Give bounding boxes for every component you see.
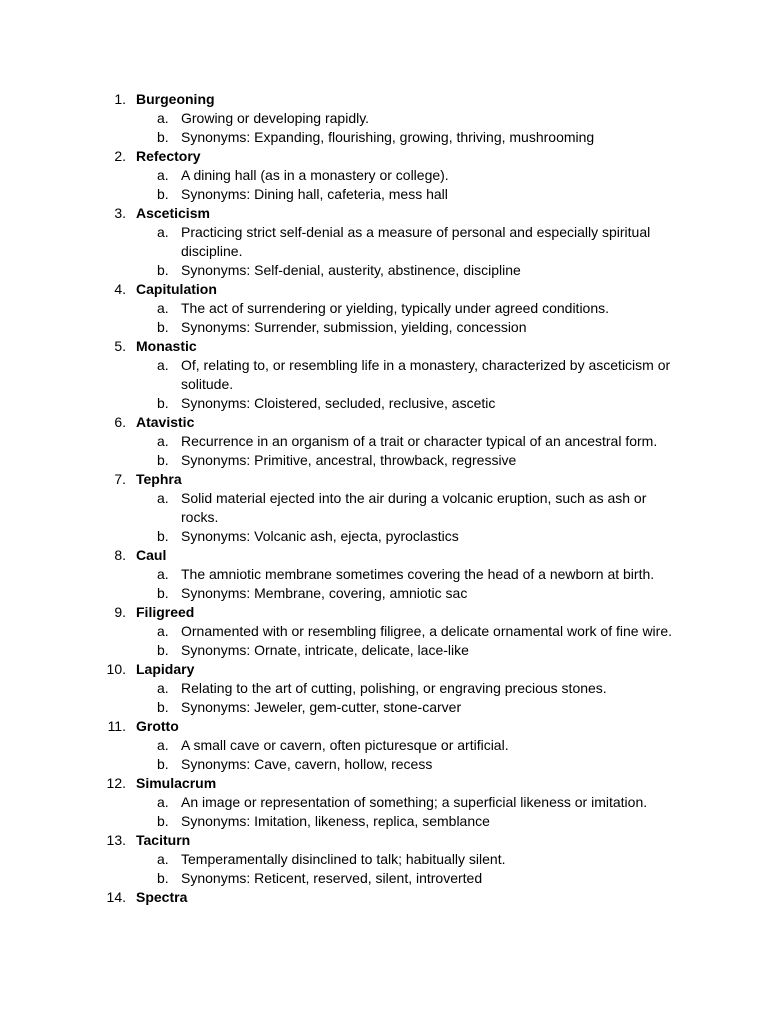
term-line <box>0 470 768 489</box>
sub-item-letter: a. <box>157 737 169 753</box>
synonyms-text: Synonyms: Dining hall, cafeteria, mess hall <box>181 186 448 202</box>
term-heading: Tephra <box>136 471 182 487</box>
sub-item <box>0 185 768 204</box>
term-heading: Caul <box>136 547 167 563</box>
definition-text: Solid material ejected into the air during a volcanic eruption, such as ash or rocks. <box>181 490 647 525</box>
sub-item <box>0 527 768 546</box>
term-heading: Simulacrum <box>136 775 217 791</box>
sub-item-letter: b. <box>157 699 169 715</box>
term-heading: Lapidary <box>136 661 195 677</box>
entry-number: 8. <box>114 547 126 563</box>
entry-number: 5. <box>114 338 126 354</box>
sub-item-letter: a. <box>157 680 169 696</box>
sub-item <box>0 299 768 318</box>
term-line <box>0 337 768 356</box>
sub-item-letter: b. <box>157 756 169 772</box>
definition-text: An image or representation of something; a superficial likeness or imitation. <box>181 794 648 810</box>
entry-number: 6. <box>114 414 126 430</box>
sub-item-letter: b. <box>157 813 169 829</box>
list-item <box>0 888 768 907</box>
sub-item <box>0 128 768 147</box>
term-line <box>0 546 768 565</box>
sub-item-letter: b. <box>157 642 169 658</box>
sub-item <box>0 812 768 831</box>
sub-item <box>0 736 768 755</box>
sub-item <box>0 356 768 394</box>
sub-item-letter: b. <box>157 585 169 601</box>
sub-item <box>0 318 768 337</box>
sub-item-letter: b. <box>157 319 169 335</box>
sub-item-letter: a. <box>157 566 169 582</box>
sub-item-letter: b. <box>157 129 169 145</box>
term-line <box>0 774 768 793</box>
sub-item <box>0 641 768 660</box>
synonyms-text: Synonyms: Reticent, reserved, silent, introverted <box>181 870 483 886</box>
sub-item <box>0 394 768 413</box>
term-line <box>0 660 768 679</box>
entry-number: 4. <box>114 281 126 297</box>
sub-item <box>0 565 768 584</box>
term-heading: Asceticism <box>136 205 210 221</box>
sub-item-letter: a. <box>157 623 169 639</box>
sub-item-letter: a. <box>157 794 169 810</box>
term-line <box>0 204 768 223</box>
sub-item <box>0 432 768 451</box>
list-item <box>0 204 768 280</box>
definition-text: Of, relating to, or resembling life in a monastery, characterized by asceticism or solitude. <box>181 357 671 392</box>
synonyms-text: Synonyms: Cave, cavern, hollow, recess <box>181 756 433 772</box>
vocabulary-list <box>0 90 768 907</box>
term-line <box>0 717 768 736</box>
entry-number: 7. <box>114 471 126 487</box>
sub-item-letter: b. <box>157 452 169 468</box>
entry-number: 2. <box>114 148 126 164</box>
sub-item-letter: a. <box>157 851 169 867</box>
sub-item-letter: b. <box>157 186 169 202</box>
term-line <box>0 280 768 299</box>
entry-number: 3. <box>114 205 126 221</box>
synonyms-text: Synonyms: Cloistered, secluded, reclusive, ascetic <box>181 395 496 411</box>
list-item <box>0 147 768 204</box>
definition-text: A small cave or cavern, often picturesque or artificial. <box>181 737 509 753</box>
term-line <box>0 603 768 622</box>
list-item <box>0 337 768 413</box>
sub-item-letter: a. <box>157 224 169 240</box>
term-heading: Taciturn <box>136 832 191 848</box>
list-item <box>0 603 768 660</box>
definition-text: Relating to the art of cutting, polishing, or engraving precious stones. <box>181 680 607 696</box>
sub-item <box>0 489 768 527</box>
definition-text: Recurrence in an organism of a trait or character typical of an ancestral form. <box>181 433 658 449</box>
list-item <box>0 831 768 888</box>
entry-number: 14. <box>106 889 126 905</box>
sub-item <box>0 451 768 470</box>
term-line <box>0 413 768 432</box>
entry-number: 9. <box>114 604 126 620</box>
list-item <box>0 546 768 603</box>
list-item <box>0 280 768 337</box>
sub-item-letter: a. <box>157 433 169 449</box>
term-heading: Burgeoning <box>136 91 215 107</box>
synonyms-text: Synonyms: Membrane, covering, amniotic sac <box>181 585 468 601</box>
term-heading: Refectory <box>136 148 201 164</box>
term-heading: Filigreed <box>136 604 195 620</box>
entry-number: 13. <box>106 832 126 848</box>
term-heading: Monastic <box>136 338 197 354</box>
term-line <box>0 888 768 907</box>
definition-text: Practicing strict self-denial as a measure of personal and especially spiritual discipline. <box>181 224 651 259</box>
definition-text: Growing or developing rapidly. <box>181 110 370 126</box>
sub-item <box>0 698 768 717</box>
sub-item <box>0 622 768 641</box>
synonyms-text: Synonyms: Jeweler, gem-cutter, stone-carver <box>181 699 462 715</box>
sub-item <box>0 793 768 812</box>
term-heading: Grotto <box>136 718 179 734</box>
sub-item <box>0 850 768 869</box>
sub-item-letter: a. <box>157 300 169 316</box>
sub-item-letter: b. <box>157 870 169 886</box>
term-heading: Capitulation <box>136 281 217 297</box>
entry-number: 10. <box>106 661 126 677</box>
term-line <box>0 831 768 850</box>
sub-item <box>0 223 768 261</box>
sub-item-letter: a. <box>157 110 169 126</box>
sub-item-letter: b. <box>157 262 169 278</box>
list-item <box>0 660 768 717</box>
definition-text: A dining hall (as in a monastery or college). <box>181 167 449 183</box>
term-heading: Spectra <box>136 889 188 905</box>
entry-number: 1. <box>114 91 126 107</box>
definition-text: The amniotic membrane sometimes covering the head of a newborn at birth. <box>181 566 655 582</box>
synonyms-text: Synonyms: Self-denial, austerity, abstinence, discipline <box>181 262 521 278</box>
sub-item-letter: b. <box>157 395 169 411</box>
list-item <box>0 774 768 831</box>
synonyms-text: Synonyms: Volcanic ash, ejecta, pyroclastics <box>181 528 459 544</box>
list-item <box>0 717 768 774</box>
synonyms-text: Synonyms: Expanding, flourishing, growing, thriving, mushrooming <box>181 129 595 145</box>
synonyms-text: Synonyms: Ornate, intricate, delicate, lace-like <box>181 642 469 658</box>
list-item <box>0 90 768 147</box>
term-line <box>0 90 768 109</box>
sub-item-letter: b. <box>157 528 169 544</box>
synonyms-text: Synonyms: Primitive, ancestral, throwback, regressive <box>181 452 517 468</box>
sub-item <box>0 109 768 128</box>
sub-item <box>0 869 768 888</box>
sub-item <box>0 166 768 185</box>
synonyms-text: Synonyms: Imitation, likeness, replica, semblance <box>181 813 490 829</box>
definition-text: The act of surrendering or yielding, typically under agreed conditions. <box>181 300 610 316</box>
entry-number: 12. <box>106 775 126 791</box>
sub-item-letter: a. <box>157 357 169 373</box>
entry-number: 11. <box>107 718 126 734</box>
sub-item-letter: a. <box>157 490 169 506</box>
definition-text: Temperamentally disinclined to talk; habitually silent. <box>181 851 506 867</box>
term-line <box>0 147 768 166</box>
sub-item-letter: a. <box>157 167 169 183</box>
sub-item <box>0 584 768 603</box>
term-heading: Atavistic <box>136 414 195 430</box>
list-item <box>0 470 768 546</box>
definition-text: Ornamented with or resembling filigree, a delicate ornamental work of fine wire. <box>181 623 673 639</box>
sub-item <box>0 261 768 280</box>
sub-item <box>0 679 768 698</box>
list-item <box>0 413 768 470</box>
synonyms-text: Synonyms: Surrender, submission, yielding, concession <box>181 319 527 335</box>
sub-item <box>0 755 768 774</box>
